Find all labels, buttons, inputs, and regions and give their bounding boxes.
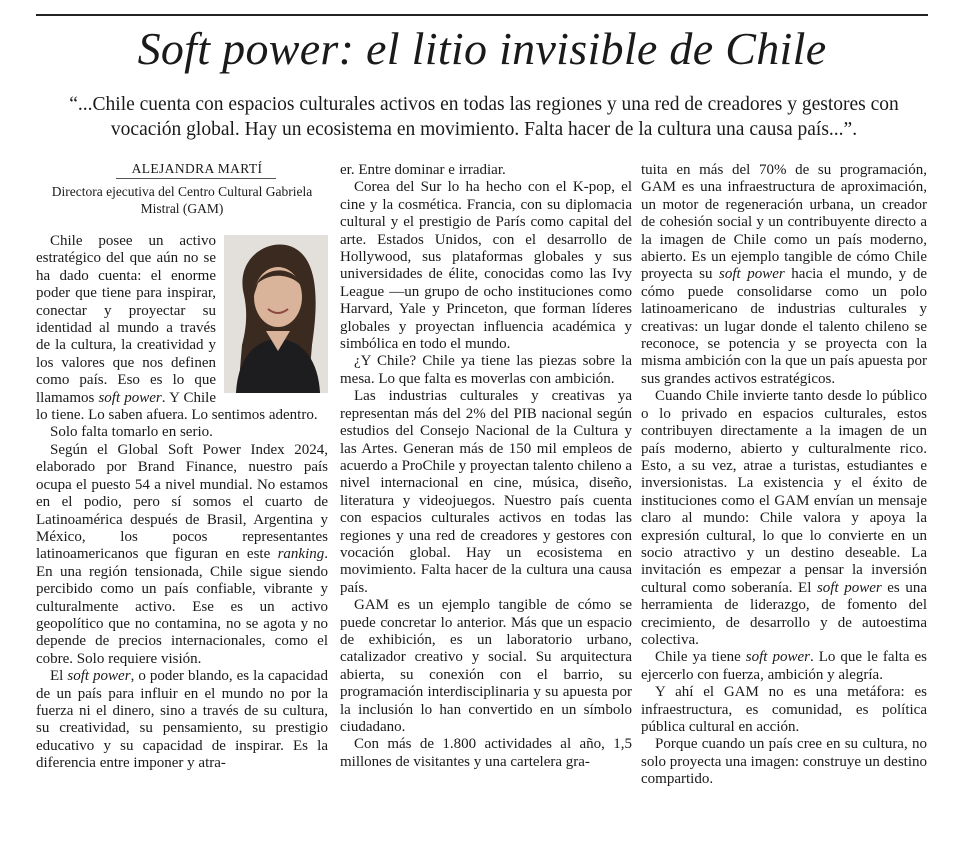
paragraph: Con más de 1.800 actividades al año, 1,5 millones de visitantes y una cartelera gra- [340,736,632,770]
author-photo [224,235,328,393]
paragraph: Corea del Sur lo ha hecho con el K-pop, el cine y la cosmética. Francia, con su diplomacia cultural y el prestigio de París como capital del arte. Estados Unidos, con el desarrollo de Hollywood, sus plataformas globales y sus universidades de élite, conocidas como las Ivy League —un grupo de ocho instituciones como Harvard, Yale y Princeton, que forman líderes globales y proyectan influencia académica y simbólica en todo el mundo. [340,179,632,353]
paragraph: Y ahí el GAM no es una metáfora: es infraestructura, es comunidad, es política pública cultural en acción. [641,684,927,735]
author-role: Directora ejecutiva del Centro Cultural Gabriela Mistral (GAM) [51,184,313,216]
paragraph: Según el Global Soft Power Index 2024, elaborado por Brand Finance, nuestro país ocupa el puesto 54 a nivel mundial. No estamos en el podio, pero sí somos el cuarto de Latinoamérica después de Brasil, Argentina y México, los pocos representantes latinoamericanos que figuran en este ranking. En una región tensionada, Chile sigue siendo percibido como un país confiable, vibrante y culturalmente activo. Ese es un activo geopolítico que no contamina, no se agota y no depende de precios internacionales, como el cobre. Solo requiere visión. [36,441,328,667]
paragraph: tuita en más del 70% de su programación, GAM es una infraestructura de aproximación, un motor de regeneración urbana, un creador de cohesión social y un contribuyente directo a la imagen de Chile como un país moderno, abierto. Es un ejemplo tangible de cómo Chile proyecta su soft power hacia el mundo, y de cómo puede consolidarse como un polo latinoamericano de industrias culturales y creativas: un lugar donde el talento chileno se reconoce, se potencia y se proyecta con la misma ambición con la que un país apuesta por sus grandes activos estratégicos. [641,162,927,387]
author-underline [116,178,276,179]
paragraph: GAM es un ejemplo tangible de cómo se puede concretar lo anterior. Más que un espacio de exhibición, es un laboratorio urbano, catalizador creativo y social. Su arquitectura abierta, su conexión con el barrio, su programación interdisciplinaria y su apuesta por la inclusión lo han convertido en un símbolo ciudadano. [340,597,632,735]
column-2 [340,162,632,771]
paragraph: er. Entre dominar e irradiar. [340,162,506,178]
headline: Soft power: el litio invisible de Chile [137,23,827,74]
paragraph: Las industrias culturales y creativas ya representan más del 2% del PIB nacional según estudios del Consejo Nacional de la Cultura y las Artes. Generan más de 150 mil empleos de acuerdo a ProChile y proyectan talento chileno a nivel internacional en cine, música, diseño, literatura y videojuegos. Nuestro país cuenta con espacios culturales activos en todas las regiones y una red de creadores y gestores con vocación global. Hay un ecosistema en movimiento. Falta hacer de la cultura una causa país. [340,388,632,596]
paragraph: Chile posee un activo estratégico del que aún no se ha dado cuenta: el enorme poder que tiene para inspirar, conectar y proyectar su identidad al mundo a través de la cultura, la creatividad y los valores que nos definen como país. Eso es lo que llamamos soft power. Y Chile lo tiene. Lo saben afuera. Lo sentimos adentro. [36,233,328,424]
column-1 [36,160,328,773]
paragraph: El soft power, o poder blando, es la capacidad de un país para influir en el mundo no por la fuerza ni el dinero, sino a través de su cultura, su creatividad, su pensamiento, su prestigio educativo y su capacidad de inspirar. Es la diferencia entre imponer y atra- [36,668,328,772]
lead-quote: “...Chile cuenta con espacios culturales activos en todas las regiones y una red de creadores y gestores con vocación global. Hay un ecosistema en movimiento. Falta hacer de la cultura una causa país...”. [69,94,899,140]
author-name: ALEJANDRA MARTÍ [131,161,263,176]
paragraph: Cuando Chile invierte tanto desde lo público o lo privado en espacios culturales, estos contribuyen directamente a la imagen de un país moderno, abierto y culturalmente rico. Esto, a su vez, atrae a turistas, estudiantes e inversionistas. La existencia y el éxito de instituciones como el GAM envían un mensaje claro al mundo: Chile valora y apoya la expresión cultural, lo que lo convierte en un socio atractivo y un destino deseable. La invitación es empezar a pensar la inversión cultural como soberanía. El soft power es una herramienta de liderazgo, de fomento del crecimiento, de desarrollo y de autoestima colectiva. [641,388,927,648]
author-portrait-icon [224,235,328,393]
paragraph: Solo falta tomarlo en serio. [50,424,213,441]
top-rule [36,14,928,16]
paragraph: Chile ya tiene soft power. Lo que le falta es ejercerlo con fuerza, ambición y alegría. [641,649,927,683]
column-3 [641,162,927,789]
paragraph: ¿Y Chile? Chile ya tiene las piezas sobre la mesa. Lo que falta es moverlas con ambición. [340,353,632,387]
paragraph: Porque cuando un país cree en su cultura, no solo proyecta una imagen: construye un destino compartido. [641,736,927,788]
